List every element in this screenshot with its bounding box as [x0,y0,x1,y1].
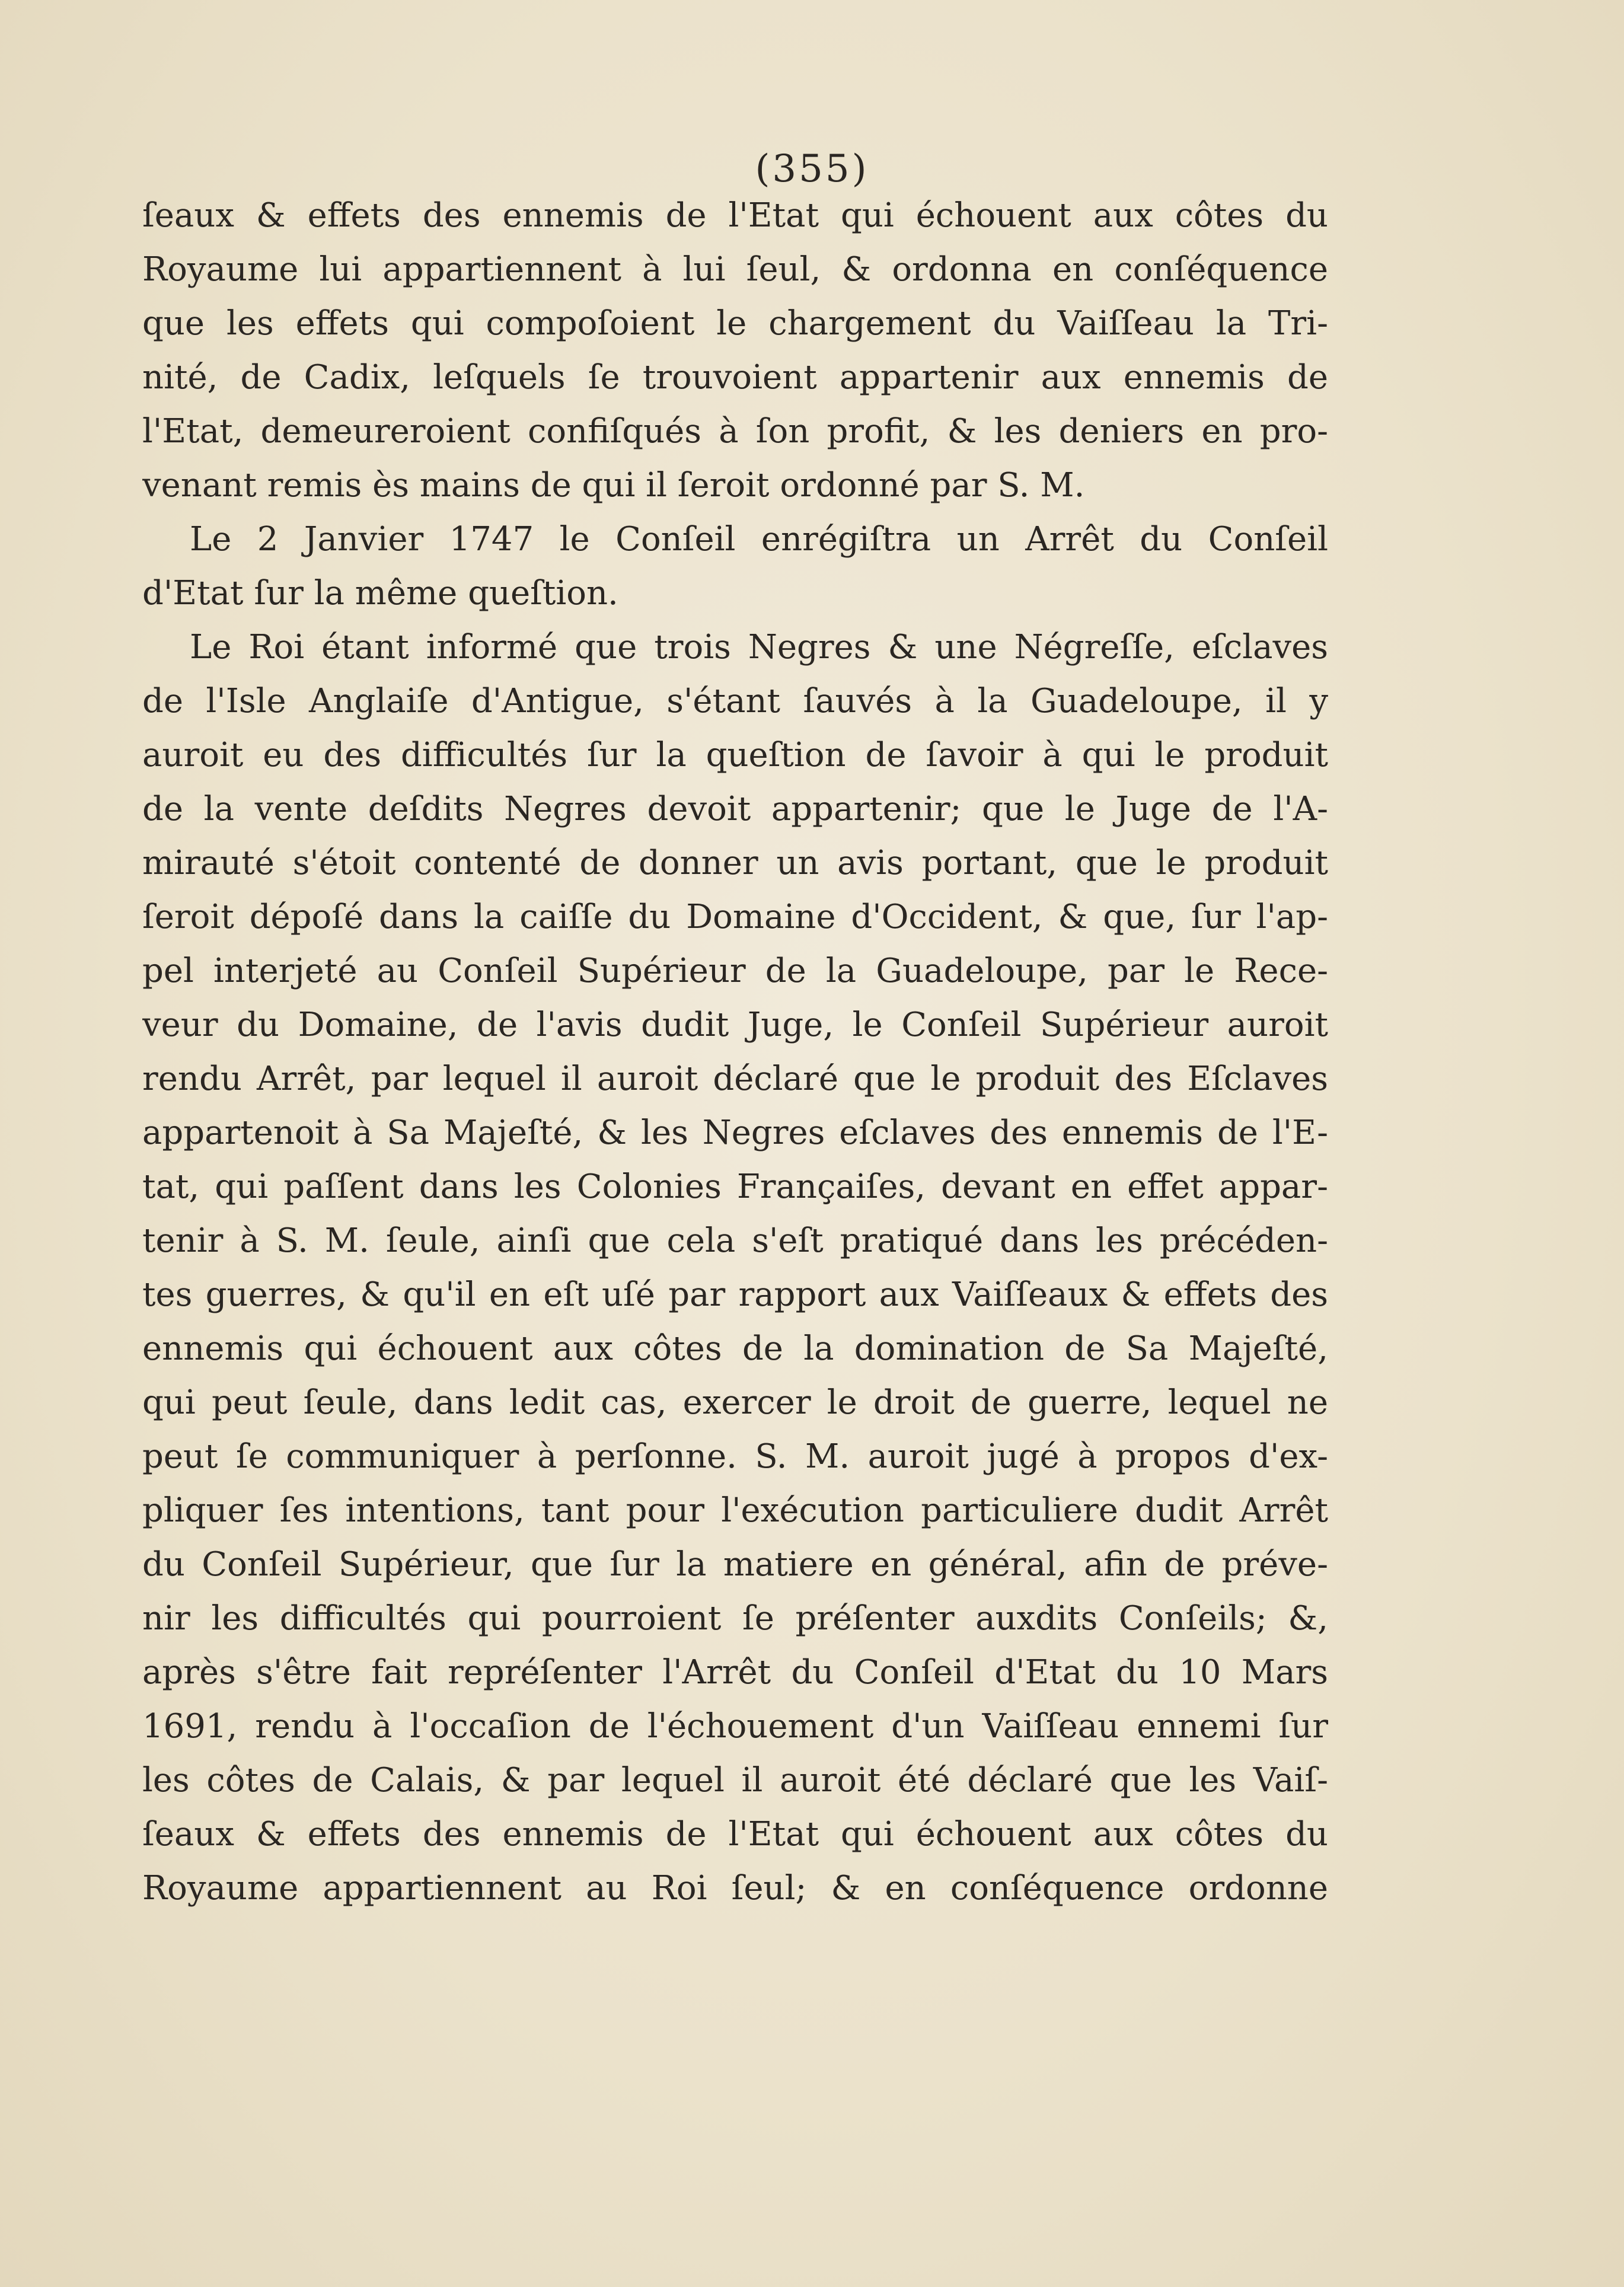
text-line: veur du Domaine, de l'avis dudit Juge, le Conſeil Supérieur auroit [142,1006,1328,1044]
text-line: auroit eu des difficultés ſur la queſtion de ſavoir à qui le produit [142,736,1328,774]
text-line: après s'être fait repréſenter l'Arrêt du Conſeil d'Etat du 10 Mars [142,1653,1328,1692]
text-line: qui peut ſeule, dans ledit cas, exercer le droit de guerre, lequel ne [142,1383,1328,1422]
text-line: peut ſe communiquer à perſonne. S. M. auroit jugé à propos d'ex- [142,1437,1328,1476]
text-line: les côtes de Calais, & par lequel il auroit été déclaré que les Vaiſ- [142,1761,1328,1800]
text-line: venant remis ès mains de qui il ſeroit ordonné par S. M. [142,466,1085,505]
text-line: 1691, rendu à l'occaſion de l'échouement d'un Vaiſſeau ennemi ſur [142,1707,1328,1746]
paragraph-start-line: Le 2 Janvier 1747 le Conſeil enrégiſtra un Arrêt du Conſeil [190,520,1328,559]
text-line: nité, de Cadix, leſquels ſe trouvoient appartenir aux ennemis de [142,358,1328,397]
page-number: (355) [755,147,869,191]
text-line: que les effets qui compoſoient le chargement du Vaiſſeau la Tri- [142,304,1328,343]
text-line: du Conſeil Supérieur, que ſur la matiere en général, afin de préve- [142,1545,1328,1584]
text-line: nir les difficultés qui pourroient ſe préſenter auxdits Conſeils; &, [142,1599,1328,1638]
text-line: tat, qui paſſent dans les Colonies Françaiſes, devant en effet appar- [142,1168,1328,1206]
text-line: mirauté s'étoit contenté de donner un avis portant, que le produit [142,844,1328,882]
text-line: Royaume appartiennent au Roi ſeul; & en conſéquence ordonne [142,1869,1328,1908]
text-line: Royaume lui appartiennent à lui ſeul, & ordonna en conſéquence [142,250,1328,289]
text-line: tes guerres, & qu'il en eſt uſé par rapport aux Vaiſſeaux & effets des [142,1275,1328,1314]
text-line: ſeaux & effets des ennemis de l'Etat qui échouent aux côtes du [142,1815,1328,1854]
text-line: d'Etat ſur la même queſtion. [142,574,618,613]
text-line: de l'Isle Anglaiſe d'Antigue, s'étant ſauvés à la Guadeloupe, il y [142,682,1328,720]
text-line: l'Etat, demeureroient confiſqués à ſon profit, & les deniers en pro- [142,412,1328,451]
text-line: ſeaux & effets des ennemis de l'Etat qui échouent aux côtes du [142,196,1328,235]
text-line: pliquer ſes intentions, tant pour l'exécution particuliere dudit Arrêt [142,1491,1328,1530]
text-line: ennemis qui échouent aux côtes de la domination de Sa Majeſté, [142,1329,1328,1368]
body-text [142,189,1328,1915]
text-line: appartenoit à Sa Majeſté, & les Negres eſclaves des ennemis de l'E- [142,1114,1328,1152]
text-line: pel interjeté au Conſeil Supérieur de la Guadeloupe, par le Rece- [142,952,1328,990]
text-line: tenir à S. M. ſeule, ainſi que cela s'eſt pratiqué dans les précéden- [142,1221,1328,1260]
text-line: ſeroit dépoſé dans la caiſſe du Domaine d'Occident, & que, ſur l'ap- [142,898,1328,936]
text-line: rendu Arrêt, par lequel il auroit déclaré que le produit des Eſclaves [142,1060,1328,1098]
text-line: de la vente deſdits Negres devoit appartenir; que le Juge de l'A- [142,790,1328,828]
paragraph-start-line: Le Roi étant informé que trois Negres & une Négreſſe, eſclaves [190,628,1328,666]
